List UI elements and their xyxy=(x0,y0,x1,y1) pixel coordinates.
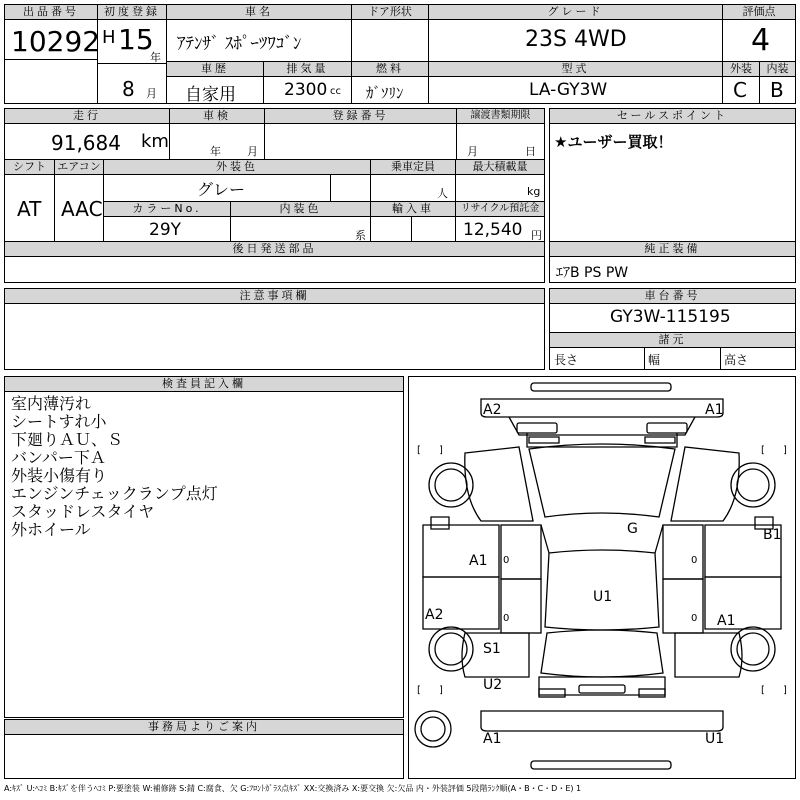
transfer-day-unit: 日 xyxy=(525,145,536,158)
specs-block xyxy=(4,108,545,242)
mark-left-front-door: A1 xyxy=(469,553,488,569)
exterior-grade-value: C xyxy=(733,78,747,102)
mileage-label: 走行 xyxy=(5,109,170,124)
fuel-label: 燃料 xyxy=(352,62,428,77)
history-value: 自家用 xyxy=(185,85,236,105)
svg-text:[: [ xyxy=(417,445,421,456)
fuel-value: ｶﾞｿﾘﾝ xyxy=(366,84,404,102)
inspection-year-unit: 年 xyxy=(210,145,221,158)
capacity-label: 乗車定員 xyxy=(371,160,456,175)
equipment-box xyxy=(549,241,796,283)
equipment-label: 純正装備 xyxy=(550,242,795,257)
capacity-unit: 人 xyxy=(437,187,448,200)
height-label: 高さ xyxy=(724,353,749,367)
score-cell xyxy=(722,4,796,62)
model-value: LA-GY3W xyxy=(529,80,608,100)
inspector-line: シートすれ小 xyxy=(11,412,107,431)
svg-text:0: 0 xyxy=(503,613,510,624)
lot-blank-cell xyxy=(4,59,98,104)
lot-number-value: 10292 xyxy=(11,25,101,58)
mark-rear-left: A1 xyxy=(483,731,502,747)
later-parts-box xyxy=(4,241,545,283)
chassis-value: GY3W-115195 xyxy=(610,307,731,327)
mark-left-rear-fender: A2 xyxy=(425,607,444,623)
interior-color-unit: 系 xyxy=(355,229,366,242)
inspector-line: バンパー下Ａ xyxy=(11,448,106,467)
lot-number-label: 出品番号 xyxy=(5,5,97,20)
width-label: 幅 xyxy=(648,353,661,367)
sales-point-value: ★ユーザー買取！ xyxy=(554,133,673,151)
sales-point-label: セールスポイント xyxy=(550,109,795,124)
grade-label: グレード xyxy=(429,5,722,20)
import-label: 輸入車 xyxy=(371,202,456,217)
exterior-grade-label: 外装 xyxy=(723,62,759,77)
svg-text:]: ] xyxy=(439,685,443,696)
mark-right-front-fender: B1 xyxy=(763,527,782,543)
transfer-label: 譲渡書類期限 xyxy=(457,109,544,124)
car-name-cell xyxy=(166,4,352,62)
shift-value: AT xyxy=(17,197,42,221)
inspection-month-unit: 月 xyxy=(247,145,258,158)
history-label: 車歴 xyxy=(167,62,263,77)
chassis-box xyxy=(549,288,796,370)
inspector-label: 検査員記入欄 xyxy=(5,377,403,392)
notes-label: 注意事項欄 xyxy=(5,289,544,304)
exterior-grade-cell xyxy=(722,61,760,104)
mark-roof: U1 xyxy=(593,589,613,605)
door-cell xyxy=(351,4,429,62)
mark-left-rear: U2 xyxy=(483,677,503,693)
color-label: 外装色 xyxy=(104,160,371,175)
first-registration-cell xyxy=(97,4,167,104)
model-cell xyxy=(428,61,723,104)
fuel-cell xyxy=(351,61,429,104)
max-load-label: 最大積載量 xyxy=(456,160,544,175)
recycle-unit: 円 xyxy=(531,229,542,242)
displacement-value: 2300 xyxy=(284,80,328,100)
month-unit: 月 xyxy=(146,87,157,100)
interior-grade-value: B xyxy=(770,78,784,102)
legend-text: A:ｷｽﾞ U:ﾍｺﾐ B:ｷｽﾞを伴うﾍｺﾐ P:要塗装 W:補修跡 S:錆 C:腐食、欠 G:ﾌﾛﾝﾄｶﾞﾗｽ点ｷｽﾞ XX:交換済み X:要交換 欠:欠品 内・外装評価 5段階ﾗﾝｸ順(A・B・C・D・E) 1 xyxy=(4,784,582,793)
later-parts-label: 後日発送部品 xyxy=(5,242,544,257)
color-value: グレー xyxy=(197,180,246,199)
year-value: 15 xyxy=(118,23,154,56)
inspector-line: 下廻りＡＵ、Ｓ xyxy=(11,430,124,449)
mileage-value: 91,684 xyxy=(51,131,121,155)
sales-point-box xyxy=(549,108,796,242)
equipment-value: ｴｱB PS PW xyxy=(556,265,629,281)
inspector-line: エンジンチェックランプ点灯 xyxy=(11,484,218,503)
reg-number-label: 登録番号 xyxy=(265,109,457,124)
history-cell xyxy=(166,61,264,104)
year-unit: 年 xyxy=(150,51,161,64)
transfer-month-unit: 月 xyxy=(467,145,478,158)
displacement-cell xyxy=(263,61,352,104)
svg-text:0: 0 xyxy=(503,555,510,566)
displacement-label: 排気量 xyxy=(264,62,351,77)
svg-text:0: 0 xyxy=(691,555,698,566)
mark-right-rear-door: A1 xyxy=(717,613,736,629)
door-label: ドア形状 xyxy=(352,5,428,20)
color-no-label: カラーNo. xyxy=(104,202,231,217)
chassis-label: 車台番号 xyxy=(550,289,795,304)
svg-text:]: ] xyxy=(783,445,787,456)
interior-grade-label: 内装 xyxy=(760,62,795,77)
office-label: 事務局よりご案内 xyxy=(5,720,403,735)
inspector-line: スタッドレスタイヤ xyxy=(11,502,155,521)
era-value: H xyxy=(102,27,116,48)
inspector-box xyxy=(4,376,404,718)
mark-glass: G xyxy=(627,521,638,537)
month-value: 8 xyxy=(122,77,135,101)
mark-rear-right: U1 xyxy=(705,731,725,747)
score-label: 評価点 xyxy=(723,5,795,20)
length-label: 長さ xyxy=(554,353,579,367)
mark-front-right: A1 xyxy=(705,402,724,418)
inspector-lines xyxy=(11,395,218,539)
max-load-unit: kg xyxy=(527,185,541,198)
svg-text:]: ] xyxy=(439,445,443,456)
office-box xyxy=(4,719,404,779)
dims-label: 諸元 xyxy=(550,332,795,348)
shift-label: シフト xyxy=(5,160,55,175)
mark-front-left: A2 xyxy=(483,402,502,418)
displacement-unit: cc xyxy=(330,86,341,97)
interior-color-label: 内装色 xyxy=(231,202,371,217)
lot-number-cell xyxy=(4,4,101,60)
car-name-value: ｱﾃﾝｻﾞ ｽﾎﾟｰﾂﾜｺﾞﾝ xyxy=(177,34,302,54)
mileage-unit: km xyxy=(141,131,169,152)
svg-text:[: [ xyxy=(417,685,421,696)
car-diagram xyxy=(409,377,795,778)
grade-value: 23S 4WD xyxy=(525,27,627,52)
mark-left-rocker: S1 xyxy=(483,641,501,657)
first-registration-label: 初度登録 xyxy=(98,5,166,20)
car-name-label: 車名 xyxy=(167,5,351,20)
inspector-line: 室内薄汚れ xyxy=(11,394,92,413)
svg-text:[: [ xyxy=(761,445,765,456)
interior-grade-cell xyxy=(759,61,796,104)
grade-cell xyxy=(428,4,723,62)
car-diagram-box xyxy=(408,376,796,779)
svg-text:[: [ xyxy=(761,685,765,696)
notes-box xyxy=(4,288,545,370)
inspector-line: 外ホイール xyxy=(11,520,91,539)
svg-text:]: ] xyxy=(783,685,787,696)
recycle-label: リサイクル預託金 xyxy=(456,202,544,217)
ac-label: エアコン xyxy=(55,160,104,175)
score-value: 4 xyxy=(751,23,771,58)
inspector-line: 外装小傷有り xyxy=(11,466,108,485)
recycle-value: 12,540 xyxy=(463,220,523,240)
ac-value: AAC xyxy=(61,197,103,221)
inspection-label: 車検 xyxy=(170,109,265,124)
model-label: 型式 xyxy=(429,62,722,77)
color-no-value: 29Y xyxy=(149,220,182,240)
svg-text:0: 0 xyxy=(691,613,698,624)
